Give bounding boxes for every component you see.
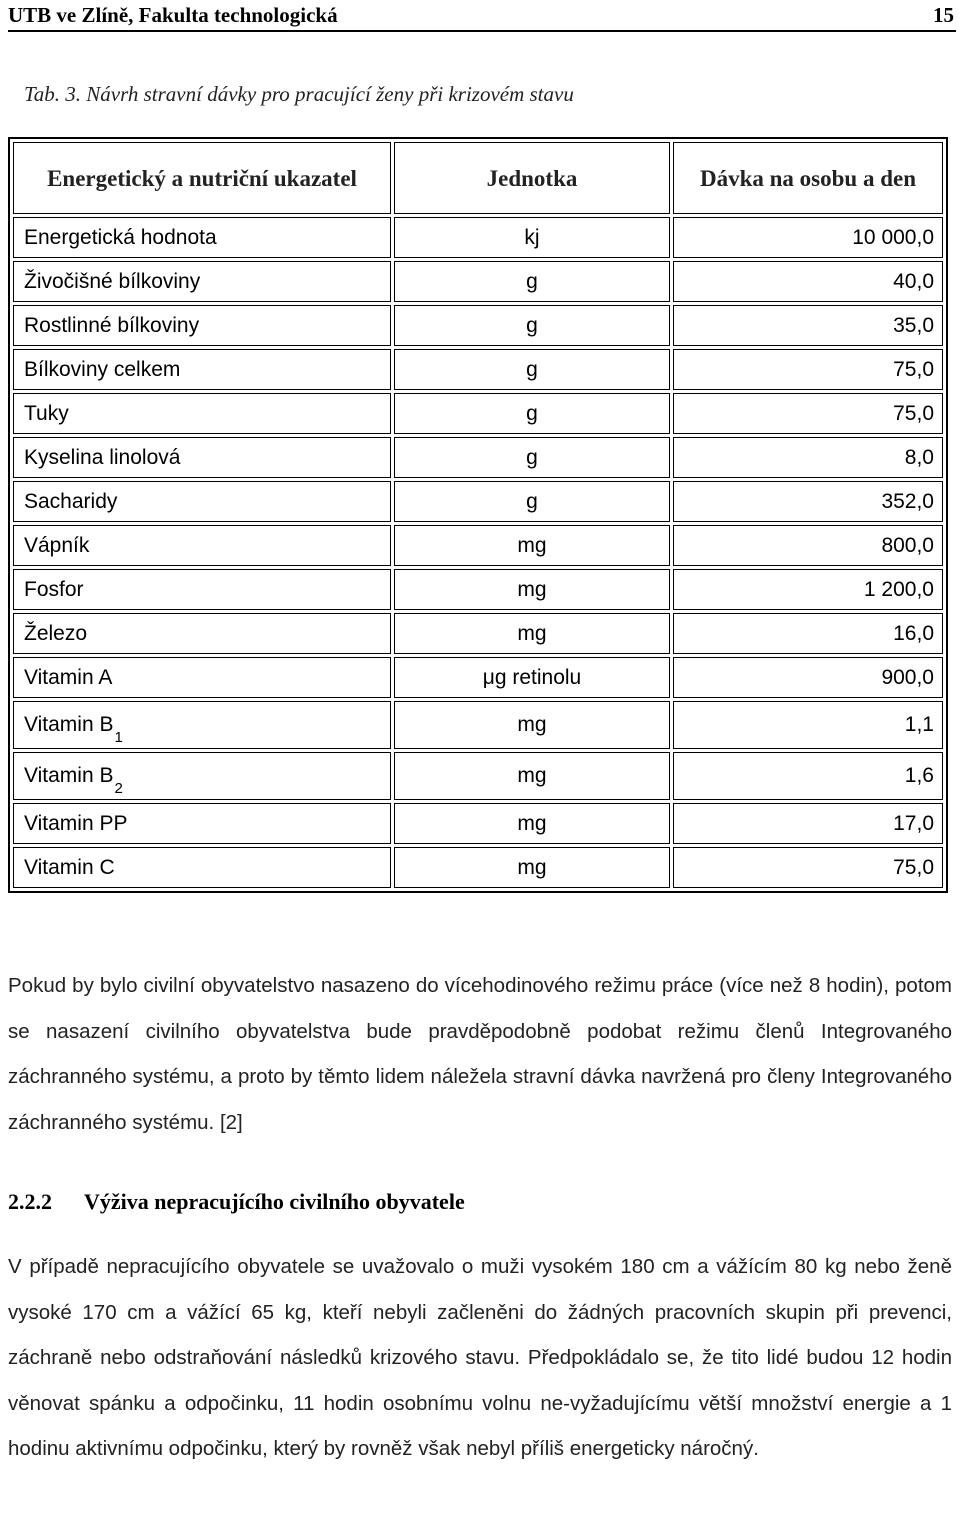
row-value: 75,0 bbox=[673, 393, 943, 434]
table-row bbox=[13, 261, 943, 302]
row-name: Fosfor bbox=[13, 569, 391, 610]
row-value: 75,0 bbox=[673, 847, 943, 888]
row-unit: mg bbox=[394, 569, 670, 610]
page-header bbox=[8, 0, 956, 32]
row-unit: mg bbox=[394, 613, 670, 654]
row-value: 16,0 bbox=[673, 613, 943, 654]
row-name: Bílkoviny celkem bbox=[13, 349, 391, 390]
row-value: 8,0 bbox=[673, 437, 943, 478]
row-value: 900,0 bbox=[673, 657, 943, 698]
row-name: Sacharidy bbox=[13, 481, 391, 522]
row-name: Vitamin PP bbox=[13, 803, 391, 844]
row-value: 1,1 bbox=[673, 701, 943, 749]
table-row bbox=[13, 437, 943, 478]
row-unit: mg bbox=[394, 701, 670, 749]
table-row bbox=[13, 803, 943, 844]
column-header-indicator: Energetický a nutriční ukazatel bbox=[13, 142, 391, 214]
row-unit: mg bbox=[394, 803, 670, 844]
section-number: 2.2.2 bbox=[8, 1189, 52, 1214]
table-row bbox=[13, 569, 943, 610]
row-name: Vitamin $B_1$ bbox=[13, 701, 391, 749]
row-name: Železo bbox=[13, 613, 391, 654]
table-row bbox=[13, 657, 943, 698]
row-unit: g bbox=[394, 437, 670, 478]
subscript: 1 bbox=[114, 729, 123, 746]
row-unit: μg retinolu bbox=[394, 657, 670, 698]
row-unit: g bbox=[394, 349, 670, 390]
row-value: 17,0 bbox=[673, 803, 943, 844]
table-header-row bbox=[13, 142, 943, 214]
table-row bbox=[13, 217, 943, 258]
row-unit: g bbox=[394, 481, 670, 522]
row-value: 1,6 bbox=[673, 752, 943, 800]
row-unit: mg bbox=[394, 752, 670, 800]
nutrition-table bbox=[8, 137, 948, 893]
section-title: Výživa nepracujícího civilního obyvatele bbox=[84, 1189, 465, 1214]
row-name: Vápník bbox=[13, 525, 391, 566]
table-row bbox=[13, 525, 943, 566]
row-value: 10 000,0 bbox=[673, 217, 943, 258]
row-unit: g bbox=[394, 305, 670, 346]
paragraph-body: V případě nepracujícího obyvatele se uvažovalo o muži vysokém 180 cm a vážícím 80 kg nebo ženě vysoké 170 cm a vážící 65 kg, kteří nebyli začleněni do žádných pracovních skupin při prevenci, záchraně nebo odstraňování následků krizového stavu. Předpokládalo se, že tito lidé budou 12 hodin věnovat spánku a odpočinku, 11 hodin osobnímu volnu ne-vyžadujícímu větší množství energie a 1 hodinu aktivnímu odpočinku, který by rovněž však nebyl příliš energeticky náročný. bbox=[8, 1255, 952, 1460]
column-header-unit: Jednotka bbox=[394, 142, 670, 214]
row-name: Vitamin A bbox=[13, 657, 391, 698]
table-caption: Tab. 3. Návrh stravní dávky pro pracující ženy při krizovém stavu bbox=[24, 82, 574, 106]
table-row bbox=[13, 393, 943, 434]
table-row bbox=[13, 349, 943, 390]
subscript: 2 bbox=[114, 780, 123, 797]
row-unit: g bbox=[394, 393, 670, 434]
table-row bbox=[13, 613, 943, 654]
row-unit: g bbox=[394, 261, 670, 302]
row-name: Rostlinné bílkoviny bbox=[13, 305, 391, 346]
row-name: Vitamin $B_2$ bbox=[13, 752, 391, 800]
row-unit: mg bbox=[394, 525, 670, 566]
row-unit: kj bbox=[394, 217, 670, 258]
page-number: 15 bbox=[933, 3, 954, 27]
row-unit: mg bbox=[394, 847, 670, 888]
row-value: 35,0 bbox=[673, 305, 943, 346]
row-name: Tuky bbox=[13, 393, 391, 434]
table-row bbox=[13, 752, 943, 800]
row-name: Kyselina linolová bbox=[13, 437, 391, 478]
row-value: 800,0 bbox=[673, 525, 943, 566]
paragraph-intro: Pokud by bylo civilní obyvatelstvo nasazeno do vícehodinového režimu práce (více než 8 hodin), potom se nasazení civilního obyvatelstva bude pravděpodobně podobat režimu členů Integrovaného záchranného systému, a proto by těmto lidem náležela stravní dávka navržená pro členy Integrovaného záchranného systému. [2] bbox=[8, 974, 952, 1134]
row-name: Energetická hodnota bbox=[13, 217, 391, 258]
header-title: UTB ve Zlíně, Fakulta technologická bbox=[8, 3, 338, 27]
row-name: Živočišné bílkoviny bbox=[13, 261, 391, 302]
row-value: 352,0 bbox=[673, 481, 943, 522]
table-row bbox=[13, 305, 943, 346]
section-heading bbox=[8, 1189, 465, 1215]
row-value: 1 200,0 bbox=[673, 569, 943, 610]
row-value: 40,0 bbox=[673, 261, 943, 302]
table-row bbox=[13, 847, 943, 888]
table-row bbox=[13, 701, 943, 749]
column-header-dose: Dávka na osobu a den bbox=[673, 142, 943, 214]
table-row bbox=[13, 481, 943, 522]
row-value: 75,0 bbox=[673, 349, 943, 390]
row-name: Vitamin C bbox=[13, 847, 391, 888]
